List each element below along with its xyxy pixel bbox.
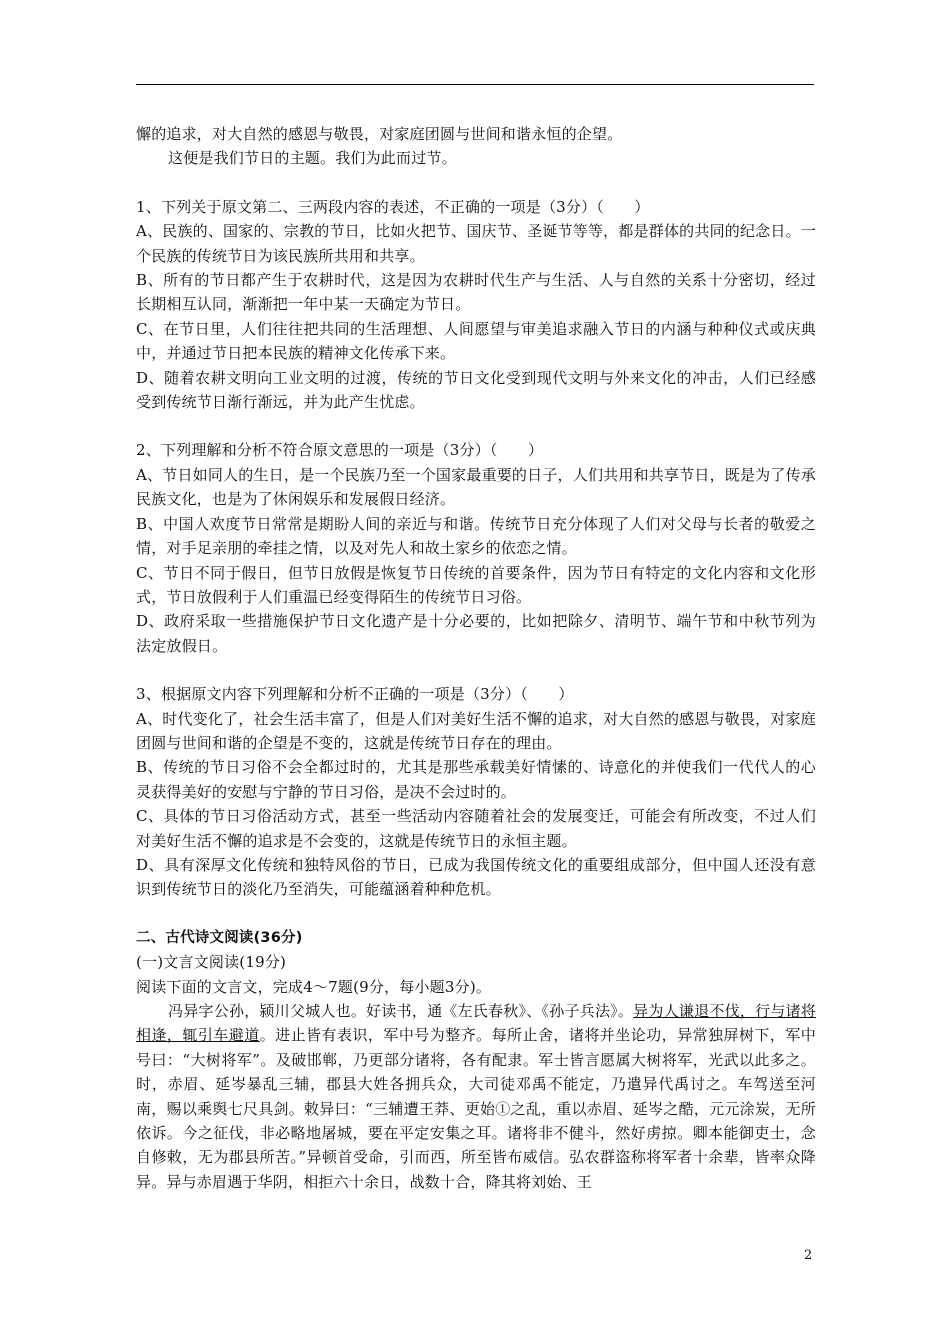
question-option: D、政府采取一些措施保护节日文化遗产是十分必要的，比如把除夕、清明节、端午节和中秋节列为法定放假日。: [136, 612, 816, 655]
passage-start: 冯异字公孙，颍川父城人也。好读书，通《左氏春秋》、《孙子兵法》。: [168, 1002, 634, 1020]
classical-passage: [136, 999, 816, 1194]
question-option: C、具体的节日习俗活动方式，甚至一些活动内容随着社会的发展变迁，可能会有所改变，不过人们对美好生活不懈的追求是不会变的，这就是传统节日的永恒主题。: [136, 807, 816, 850]
question-option: C、节日不同于假日，但节日放假是恢复节日传统的首要条件，因为节日有特定的文化内容和文化形式，节日放假利于人们重温已经变得陌生的传统节日习俗。: [136, 563, 816, 606]
subsection-heading: (一)文言文阅读(19分): [136, 953, 287, 972]
question-option: B、所有的节日都产生于农耕时代，这是因为农耕时代生产与生活、人与自然的关系十分密切，经过长期相互认同，渐渐把一年中某一天确定为节日。: [136, 271, 816, 314]
question-option: D、随着农耕文明向工业文明的过渡，传统的节日文化受到现代文明与外来文化的冲击，人们已经感受到传统节日渐行渐远，并为此产生忧虑。: [136, 368, 816, 412]
question-option: C、在节日里，人们往往把共同的生活理想、人间愿望与审美追求融入节日的内涵与种种仪式或庆典中，并通过节日把本民族的精神文化传承下来。: [136, 319, 816, 363]
page-number: 2: [804, 1248, 813, 1263]
passage-rest: 。进止皆有表识，军中号为整齐。每所止舍，诸将并坐论功，异常独屏树下，军中号曰：“大树将军”。及破邯郸，乃更部分诸将，各有配隶。军士皆言愿属大树将军，光武以此多之。时，赤眉、延岑暴乱三辅，郡县大姓各拥兵众，大司徒邓禹不能定，乃遣异代禹讨之。车驾送至河南，赐以乘舆七尺具剑。敕异曰：“三辅遭王莽、更始①之乱，重以赤眉、延岑之酷，元元涂炭，无所依诉。今之征伐，非必略地屠城，要在平定安集之耳。诸将非不健斗，然好虏掠。卿本能御吏士，念自修敕，无为郡县所苦。”异顿首受命，引而西，所至皆布威信。弘农群盗称将军者十余辈，皆率众降异。异与赤眉遇于华阴，相拒六十余日，战数十合，降其将刘始、王: [136, 1026, 816, 1191]
question-stem: 1、下列关于原文第二、三两段内容的表述，不正确的一项是（3分）（ ）: [136, 197, 650, 216]
page-content: [136, 122, 816, 1194]
question-option: A、民族的、国家的、宗教的节日，比如火把节、国庆节、圣诞节等等，都是群体的共同的纪念日。一个民族的传统节日为该民族所共用和共享。: [136, 222, 816, 265]
question-option: A、时代变化了，社会生活丰富了，但是人们对美好生活不懈的追求，对大自然的感恩与敬畏，对家庭团圆与世间和谐的企望是不变的，这就是传统节日存在的理由。: [136, 709, 816, 752]
question-stem: 2、下列理解和分析不符合原文意思的一项是（3分）（ ）: [136, 441, 544, 460]
question-option: B、中国人欢度节日常常是期盼人间的亲近与和谐。传统节日充分体现了人们对父母与长者的敬爱之情，对手足亲朋的牵挂之情，以及对先人和故土家乡的依恋之情。: [136, 514, 816, 558]
question-stem: 3、根据原文内容下列理解和分析不正确的一项是（3分）（ ）: [136, 685, 574, 704]
intro-line: 懈的追求，对大自然的感恩与敬畏，对家庭团圆与世间和谐永恒的企望。: [136, 125, 623, 143]
question-option: B、传统的节日习俗不会全都过时的，尤其是那些承载美好情愫的、诗意化的并使我们一代代人的心灵获得美好的安慰与宁静的节日习俗，是决不会过时的。: [136, 758, 816, 801]
header-rule: [136, 84, 814, 85]
underlined-sentence: 异为人谦退不伐，行与诸将相逢，辄引车避道: [136, 1002, 817, 1045]
question-option: D、具有深厚文化传统和独特风俗的节日，已成为我国传统文化的重要组成部分，但中国人还没有意识到传统节日的淡化乃至消失，可能蕴涵着种种危机。: [136, 855, 816, 899]
section-heading: 二、古代诗文阅读(36分): [136, 929, 303, 946]
intro-line: 这便是我们节日的主题。我们为此而过节。: [168, 149, 457, 168]
question-option: A、节日如同人的生日，是一个民族乃至一个国家最重要的日子，人们共用和共享节日，既是为了传承民族文化，也是为了休闲娱乐和发展假日经济。: [136, 465, 816, 509]
reading-instruction: 阅读下面的文言文，完成4～7题(9分，每小题3分)。: [136, 977, 492, 996]
